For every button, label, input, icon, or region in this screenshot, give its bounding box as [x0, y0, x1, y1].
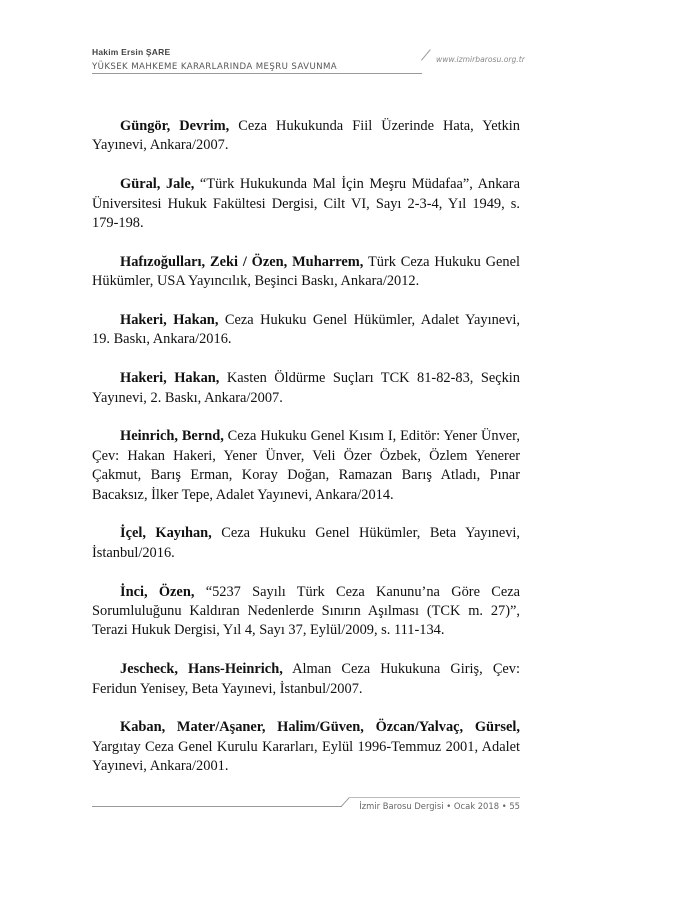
footer-rule-slant [341, 797, 350, 807]
bibliography-entry [92, 253, 520, 292]
bibliography-entry [92, 311, 520, 350]
header-website: www.izmirbarosu.org.tr [436, 55, 525, 64]
entry-author: İnci, Özen, [120, 583, 195, 600]
entry-text: Türk Ceza Hukuku Genel Hükümler, USA Yayıncılık, Beşinci Baskı, Ankara/2012. [92, 253, 521, 290]
footer-issue: Ocak 2018 [453, 801, 500, 811]
bibliography-entry [92, 660, 520, 699]
bibliography [92, 117, 520, 796]
footer-top-rule [349, 797, 520, 798]
bibliography-entry [92, 583, 520, 641]
entry-text: Ceza Hukuku Genel Hükümler, Beta Yayınevi, İstanbul/2016. [92, 525, 520, 561]
entry-text: Ceza Hukuku Genel Hükümler, Adalet Yayınevi, 19. Baskı, Ankara/2016. [92, 312, 520, 348]
entry-author: Jescheck, Hans-Heinrich, [120, 661, 283, 678]
entry-author: Hakeri, Hakan, [120, 370, 220, 387]
entry-text: Ceza Hukukunda Fiil Üzerinde Hata, Yetkin Yayınevi, Ankara/2007. [92, 118, 520, 154]
bibliography-entry [92, 117, 520, 156]
entry-author: Hakeri, Hakan, [120, 312, 219, 329]
entry-author: Heinrich, Bernd, [120, 428, 224, 445]
entry-text: “Türk Hukukunda Mal İçin Meşru Müdafaa”, Ankara Üniversitesi Hukuk Fakültesi Dergisi, Cilt VI, Sayı 2-3-4, Yıl 1949, s. 179-198. [92, 176, 520, 232]
entry-author: Güngör, Devrim, [120, 118, 230, 134]
bibliography-entry [92, 369, 520, 408]
footer-journal: İzmir Barosu Dergisi [359, 801, 444, 811]
entry-author: Güral, Jale, [120, 176, 195, 193]
entry-author: İçel, Kayıhan, [120, 525, 212, 542]
footer-separator: • [446, 801, 452, 811]
entry-text: “5237 Sayılı Türk Ceza Kanunu’na Göre Ceza Sorumluluğunu Kaldıran Nedenlerde Sınırın Aşılması (TCK m. 27)”, Terazi Hukuk Dergisi, Yıl 4, Sayı 37, Eylül/2009, s. 111-134. [92, 583, 520, 639]
header-rule-slant [421, 49, 431, 60]
entry-author: Hafızoğulları, Zeki / Özen, Muharrem, [120, 253, 364, 270]
entry-text: Ceza Hukuku Genel Kısım I, Editör: Yener Ünver, Çev: Hakan Hakeri, Yener Ünver, Veli Özer Özbek, Özlem Yenerer Çakmut, Barış Erman, Koray Doğan, Ramazan Barış Atladı, Pınar Bacaksız, İlker Tepe, Adalet Yayınevi, Ankara/2014. [92, 428, 520, 503]
header-author: Hakim Ersin ŞARE [92, 47, 171, 57]
footer-rule [92, 806, 342, 807]
entry-author: Kaban, Mater/Aşaner, Halim/Güven, Özcan/Yalvaç, Gürsel, [120, 719, 520, 736]
bibliography-entry [92, 718, 520, 776]
bibliography-entry [92, 175, 520, 233]
header-rule [92, 73, 422, 74]
entry-text: Kasten Öldürme Suçları TCK 81-82-83, Seçkin Yayınevi, 2. Baskı, Ankara/2007. [92, 370, 520, 406]
footer-text [350, 801, 520, 811]
footer-separator: • [501, 801, 507, 811]
entry-text: Alman Ceza Hukukuna Giriş, Çev: Feridun Yenisey, Beta Yayınevi, İstanbul/2007. [92, 661, 520, 697]
entry-text: Yargıtay Ceza Genel Kurulu Kararları, Eylül 1996-Temmuz 2001, Adalet Yayınevi, Ankara/2001. [92, 738, 520, 775]
page-number: 55 [509, 801, 520, 811]
header-title: YÜKSEK MAHKEME KARARLARINDA MEŞRU SAVUNMA [92, 62, 338, 72]
bibliography-entry [92, 524, 520, 563]
bibliography-entry [92, 427, 520, 505]
